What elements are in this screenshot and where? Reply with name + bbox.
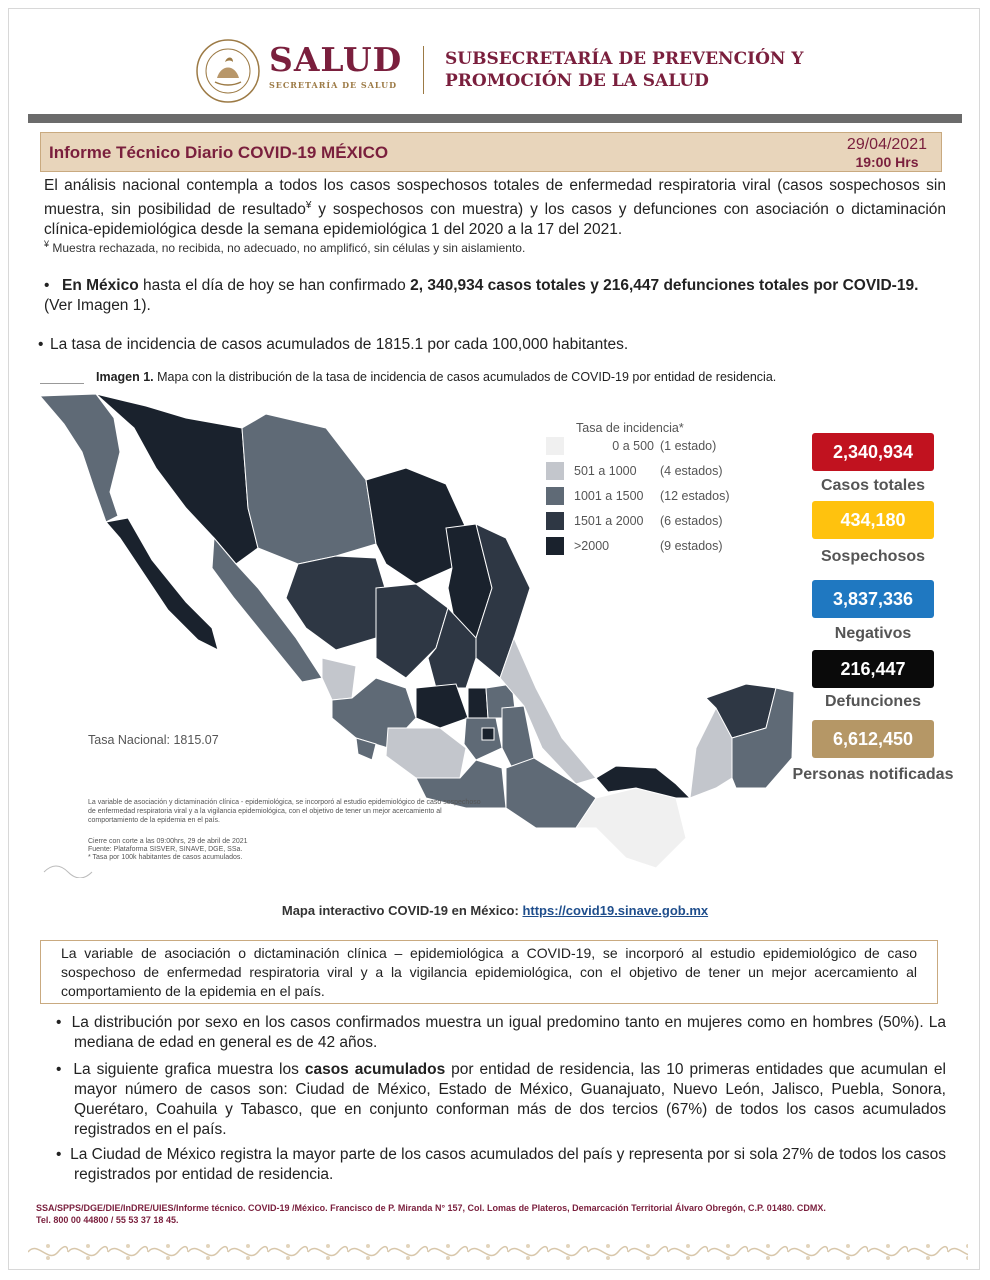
state-cdmx bbox=[482, 728, 494, 740]
mexico-seal-icon bbox=[195, 38, 261, 104]
b1-text1: hasta el día de hoy se han confirmado bbox=[138, 277, 411, 294]
mexico-map bbox=[36, 388, 806, 878]
legend-count: (9 estados) bbox=[660, 539, 723, 553]
legend-range: 1501 a 2000 bbox=[574, 514, 644, 528]
caption-bold: Imagen 1. bbox=[96, 370, 154, 384]
report-date: 29/04/2021 bbox=[846, 136, 927, 153]
caption-line bbox=[40, 383, 84, 384]
brand-name: SALUD bbox=[269, 40, 403, 79]
b5-content: • La Ciudad de México registra la mayor parte de los casos acumulados del país y representa por si sola 27% de todos los casos registrados por entidad de residencia. bbox=[56, 1146, 946, 1183]
legend-count: (12 estados) bbox=[660, 489, 730, 503]
legend-swatch bbox=[546, 512, 564, 530]
footer bbox=[36, 1202, 956, 1226]
b4-bold: casos acumulados bbox=[304, 1061, 446, 1078]
map-source bbox=[88, 838, 388, 862]
b4-pre: La siguiente grafica muestra los bbox=[73, 1061, 305, 1078]
legend-swatch bbox=[546, 487, 564, 505]
legend-count: (6 estados) bbox=[660, 514, 723, 528]
legend-range: 1001 a 1500 bbox=[574, 489, 644, 503]
stat-deaths: 216,447 bbox=[812, 650, 934, 688]
stat-deaths-label: Defunciones bbox=[824, 693, 921, 710]
subsecretaria-line1: SUBSECRETARÍA DE PREVENCIÓN Y bbox=[445, 49, 804, 69]
b2-text: La tasa de incidencia de casos acumulados de 1815.1 por cada 100,000 habitantes. bbox=[50, 336, 629, 353]
b1-bold1: En México bbox=[62, 277, 139, 294]
report-time: 19:00 Hrs bbox=[855, 154, 919, 170]
stat-negative-label: Negativos bbox=[834, 625, 912, 642]
state-durango bbox=[286, 556, 388, 650]
legend-range: 0 a 500 bbox=[612, 439, 654, 453]
footnote-text: Muestra rechazada, no recibida, no adecuado, no amplificó, sin células y sin aislamiento. bbox=[52, 241, 526, 255]
b1-text2: (Ver Imagen 1). bbox=[44, 297, 151, 314]
brand-subtitle: SECRETARÍA DE SALUD bbox=[269, 80, 397, 90]
caption-text: Mapa con la distribución de la tasa de incidencia de casos acumulados de COVID-19 por entidad de residencia. bbox=[153, 370, 777, 384]
stat-total-cases-label: Casos totales bbox=[820, 477, 926, 494]
brand bbox=[269, 42, 402, 90]
intro-part2: y sospechosos con muestra) y los casos y defunciones con asociación o dictaminación clínica-epidemiológica desde la semana epidemiológica 1 del 2020 a la 17 del 2021. bbox=[44, 201, 946, 239]
interactive-map-line bbox=[0, 903, 990, 918]
bullet-dot: • bbox=[38, 336, 44, 353]
header-bar bbox=[28, 114, 962, 123]
stat-suspected-label: Sospechosos bbox=[820, 548, 926, 565]
intro-part1: El análisis nacional contempla a todos los casos sospechosos totales de enfermedad respiratoria viral (casos sospechosos sin muestra, sin posibilidad de resultado bbox=[44, 177, 946, 219]
stat-notified-label: Personas notificadas bbox=[792, 766, 954, 783]
legend-title: Tasa de incidencia* bbox=[576, 421, 684, 435]
footer-line1: SSA/SPPS/DGE/DIE/InDRE/UIES/Informe técnico. COVID-19 /México. Francisco de P. Miranda N° 157, Col. Lomas de Plateros, Demarcación Territorial Álvaro Obregón, C.P. 01480. CDMX. bbox=[36, 1203, 826, 1213]
footer-line2: Tel. 800 00 44800 / 55 53 37 18 45. bbox=[36, 1215, 179, 1225]
state-guanajuato bbox=[416, 684, 468, 728]
legend-count: (4 estados) bbox=[660, 464, 723, 478]
state-baja-california-sur bbox=[106, 518, 218, 650]
bullet-confirmed bbox=[44, 276, 944, 316]
legend-range: >2000 bbox=[574, 539, 610, 553]
footnote-mark: ¥ bbox=[44, 239, 50, 249]
legend-swatch bbox=[546, 437, 564, 455]
stat-total-cases: 2,340,934 bbox=[812, 433, 934, 471]
state-chihuahua bbox=[242, 414, 376, 564]
stat-negative: 3,837,336 bbox=[812, 580, 934, 618]
bullet-accumulated bbox=[56, 1060, 946, 1140]
interactive-map-link[interactable]: https://covid19.sinave.gob.mx bbox=[522, 903, 709, 918]
state-michoacan bbox=[386, 728, 466, 778]
bullet-incidence bbox=[38, 335, 938, 355]
map-source-1: Cierre con corte a las 09:00hrs, 29 de abril de 2021 bbox=[88, 838, 248, 845]
bullet-sex-distribution bbox=[56, 1013, 946, 1053]
b4-post: por entidad de residencia, las 10 primeras entidades que acumulan el mayor número de casos son: Ciudad de México, Estado de México, Guanajuato, Nuevo León, Jalisco, Puebla, Sonora, Querétaro, Coahuila y Tabasco, que en conjunto conforman más de dos tercios (67%) de todos los casos acumulados registrados en el país. bbox=[74, 1061, 946, 1138]
image-caption bbox=[96, 370, 776, 384]
b3-text: La distribución por sexo en los casos confirmados muestra un igual predomino tanto en mujeres como en hombres (50%). La mediana de edad en general es de 42 años. bbox=[71, 1014, 946, 1051]
b3-content: • La distribución por sexo en los casos confirmados muestra un igual predomino tanto en mujeres como en hombres (50%). La mediana de edad en general es de 42 años. bbox=[56, 1014, 946, 1051]
state-baja-california bbox=[40, 394, 120, 522]
bullet-cdmx bbox=[56, 1145, 946, 1185]
legend-count: (1 estado) bbox=[660, 439, 717, 453]
map-source-3: * Tasa por 100k habitantes de casos acumulados. bbox=[88, 854, 243, 861]
intro-mark: ¥ bbox=[305, 200, 312, 211]
header-divider bbox=[423, 46, 424, 94]
title-band bbox=[40, 132, 942, 172]
b5-text: La Ciudad de México registra la mayor parte de los casos acumulados del país y representa por si sola 27% de todos los casos registrados por entidad de residencia. bbox=[70, 1146, 946, 1183]
map-source-2: Fuente: Plataforma SISVER, SINAVE, DGE, SSa. bbox=[88, 846, 243, 853]
legend-range: 501 a 1000 bbox=[574, 464, 637, 478]
legend-swatch bbox=[546, 462, 564, 480]
bullet-dot: • bbox=[44, 277, 50, 294]
stat-suspected: 434,180 bbox=[812, 501, 934, 539]
state-coahuila bbox=[366, 468, 466, 584]
b1-bold2: 2, 340,934 casos totales y 216,447 defunciones totales por COVID-19. bbox=[410, 277, 919, 294]
tasa-nacional: Tasa Nacional: 1815.07 bbox=[88, 733, 219, 747]
legend-swatch bbox=[546, 537, 564, 555]
subsecretaria-line2: PROMOCIÓN DE LA SALUD bbox=[445, 71, 709, 91]
intro-paragraph bbox=[44, 176, 946, 240]
b4-content: • La siguiente grafica muestra los casos acumulados por entidad de residencia, las 10 primeras entidades que acumulan el mayor número de casos son: Ciudad de México, Estado de México, Guanajuato, Nuevo León, Jalisco, Puebla, Sonora, Querétaro, Coahuila y Tabasco, que en conjunto conforman más de dos tercios (67%) de todos los casos acumulados registrados en el país. bbox=[56, 1061, 946, 1138]
stat-notified: 6,612,450 bbox=[812, 720, 934, 758]
interactive-label: Mapa interactivo COVID-19 en México: bbox=[281, 903, 523, 918]
footer-pattern-decoration bbox=[28, 1240, 968, 1264]
map-note: La variable de asociación y dictaminación clínica - epidemiológica, se incorporó al estudio epidemiológico de caso sospechoso de enfermedad respiratoria viral y a la vigilancia epidemiológica, con el objetivo de tener un mejor acercamiento al comportamiento de la epidemia en el país. bbox=[88, 799, 481, 824]
clinical-association-note: La variable de asociación o dictaminación clínica – epidemiológica a COVID-19, se incorporó al estudio epidemiológico de caso sospechoso de enfermedad respiratoria viral y a la vigilancia epidemiológica, con el objetivo de tener un mejor acercamiento al comportamiento de la epidemia en el país. bbox=[40, 940, 938, 1004]
state-queretaro bbox=[468, 688, 488, 718]
report-title: Informe Técnico Diario COVID-19 MÉXICO bbox=[49, 143, 389, 162]
report-datetime bbox=[847, 136, 927, 170]
header bbox=[195, 38, 835, 108]
map-wave-decoration bbox=[44, 866, 92, 878]
state-nayarit bbox=[322, 658, 356, 700]
subsecretaria-title bbox=[445, 48, 803, 92]
intro-footnote bbox=[44, 239, 525, 255]
